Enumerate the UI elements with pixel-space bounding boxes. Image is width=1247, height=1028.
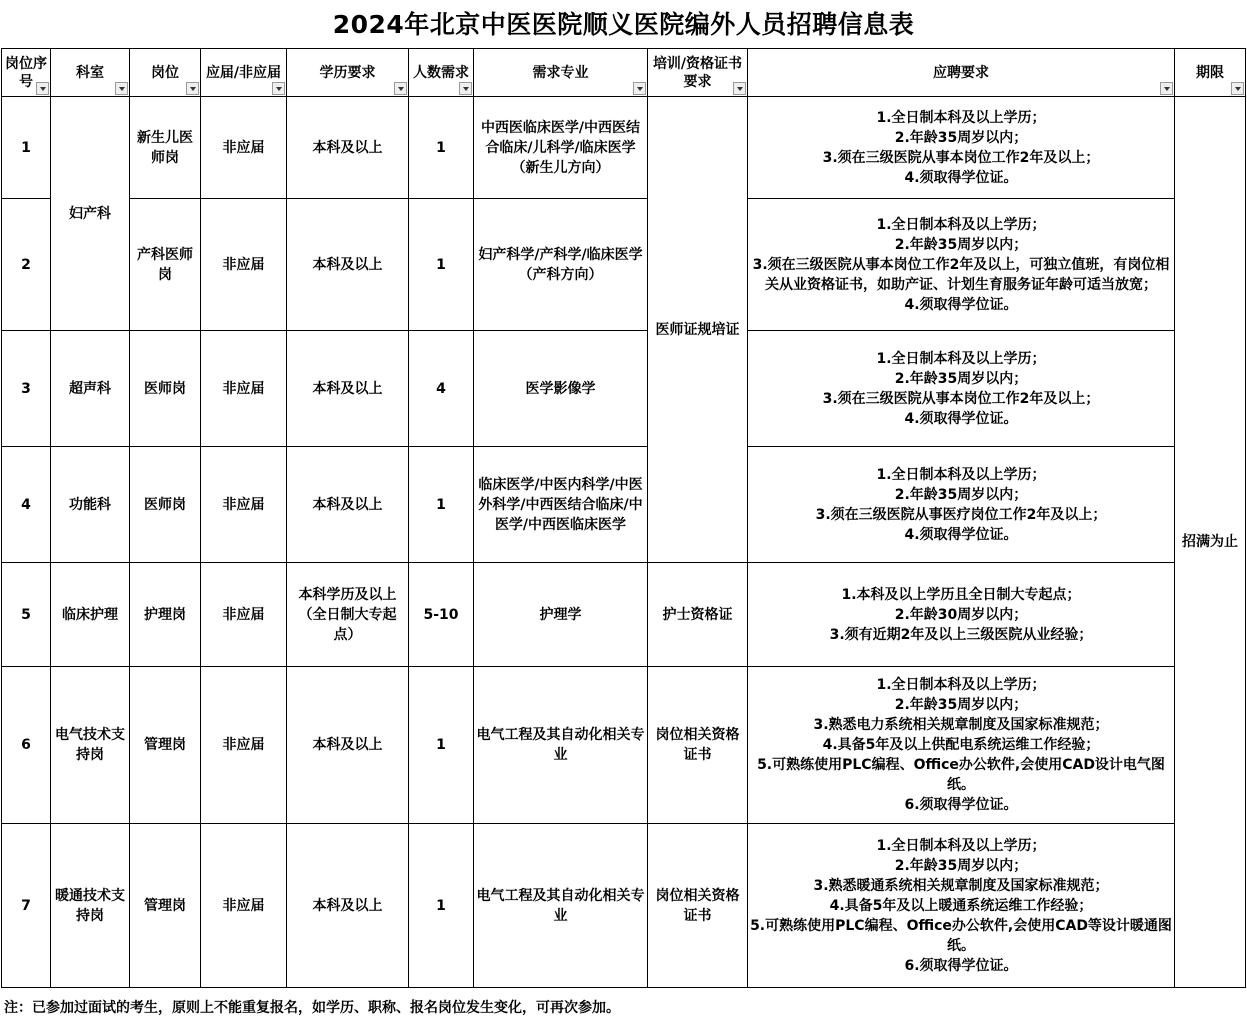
cell-edu: 本科及以上 [287, 447, 409, 563]
requirement-line: 3.须在三级医院从事本岗位工作2年及以上； [822, 149, 1100, 166]
filter-dropdown-icon[interactable] [459, 82, 472, 95]
requirement-line: 4.须取得学位证。 [904, 526, 1018, 543]
cell-dept: 妇产科 [51, 97, 130, 331]
cell-post: 新生儿医师岗 [130, 97, 201, 199]
cell-dept: 临床护理 [51, 563, 130, 667]
requirement-line: 1.全日制本科及以上学历； [876, 677, 1046, 693]
cell-grad: 非应届 [201, 199, 287, 331]
cell-no: 2 [2, 199, 51, 331]
table-row [2, 667, 1246, 824]
cell-requirements [748, 667, 1175, 824]
cell-edu: 本科及以上 [287, 199, 409, 331]
requirement-line: 2.年龄35周岁以内； [894, 697, 1028, 713]
filter-dropdown-icon[interactable] [633, 82, 646, 95]
header-label: 应聘要求 [933, 64, 989, 81]
cell-count: 1 [409, 447, 474, 563]
filter-dropdown-icon[interactable] [394, 82, 407, 95]
cell-grad: 非应届 [201, 667, 287, 824]
header-cell-req [748, 49, 1175, 97]
table-row [2, 199, 1246, 331]
header-label: 需求专业 [532, 64, 589, 81]
cell-edu: 本科及以上 [287, 667, 409, 824]
cell-grad: 非应届 [201, 447, 287, 563]
cell-no: 3 [2, 331, 51, 447]
cell-dept: 超声科 [51, 331, 130, 447]
cell-major: 电气工程及其自动化相关专业 [474, 667, 648, 824]
requirement-line: 1.全日制本科及以上学历； [876, 350, 1046, 367]
cell-requirements [748, 331, 1175, 447]
header-label: 期限 [1196, 64, 1224, 81]
requirement-line: 4.具备5年及以上暖通系统运维工作经验； [829, 897, 1093, 914]
cell-requirements [748, 199, 1175, 331]
header-cell-edu [287, 49, 409, 97]
requirement-line: 4.须取得学位证。 [904, 169, 1018, 186]
header-label: 岗位序号 [5, 55, 47, 90]
cell-edu: 本科学历及以上（全日制大专起点） [287, 563, 409, 667]
cell-requirements [748, 447, 1175, 563]
cell-post: 产科医师岗 [130, 199, 201, 331]
requirement-line: 3.须在三级医院从事本岗位工作2年及以上，可独立值班，有岗位相关从业资格证书，如助产证、计划生育服务证年龄可适当放宽； [752, 256, 1170, 293]
cell-count: 1 [409, 199, 474, 331]
requirement-line: 5.可熟练使用PLC编程、Office办公软件,会使用CAD设计电气图纸。 [757, 757, 1165, 793]
requirement-line: 2.年龄35周岁以内； [894, 370, 1028, 387]
cell-cert: 医师证规培证 [648, 97, 748, 563]
requirement-line: 3.须有近期2年及以上三级医院从业经验； [829, 626, 1093, 643]
table-row [2, 331, 1246, 447]
requirement-line: 6.须取得学位证。 [904, 797, 1018, 813]
requirement-line: 2.年龄30周岁以内； [894, 606, 1028, 623]
requirement-line: 3.须在三级医院从事本岗位工作2年及以上； [822, 390, 1100, 407]
cell-major: 中西医临床医学/中西医结合临床/儿科学/临床医学（新生儿方向） [474, 97, 648, 199]
requirement-line: 4.具备5年及以上供配电系统运维工作经验； [822, 737, 1100, 753]
requirement-line: 3.熟悉电力系统相关规章制度及国家标准规范； [813, 717, 1109, 733]
requirement-line: 1.全日制本科及以上学历； [876, 109, 1046, 126]
cell-count: 1 [409, 97, 474, 199]
filter-dropdown-icon[interactable] [36, 82, 49, 95]
header-cell-post [130, 49, 201, 97]
cell-no: 1 [2, 97, 51, 199]
cell-cert: 岗位相关资格证书 [648, 667, 748, 824]
header-label: 应届/非应届 [205, 64, 282, 81]
cell-post: 管理岗 [130, 667, 201, 824]
cell-major: 妇产科学/产科学/临床医学（产科方向） [474, 199, 648, 331]
requirement-line: 5.可熟练使用PLC编程、Office办公软件,会使用CAD等设计暖通图纸。 [750, 917, 1172, 954]
cell-dept: 功能科 [51, 447, 130, 563]
cell-post: 医师岗 [130, 447, 201, 563]
cell-requirements [748, 824, 1175, 988]
cell-edu: 本科及以上 [287, 824, 409, 988]
header-label: 岗位 [151, 64, 179, 81]
cell-dept: 暖通技术支持岗 [51, 824, 130, 988]
cell-major: 护理学 [474, 563, 648, 667]
cell-period: 招满为止 [1175, 97, 1246, 988]
cell-requirements [748, 563, 1175, 667]
cell-grad: 非应届 [201, 97, 287, 199]
cell-no: 6 [2, 667, 51, 824]
cell-cert: 护士资格证 [648, 563, 748, 667]
cell-no: 4 [2, 447, 51, 563]
cell-major: 临床医学/中医内科学/中医外科学/中西医结合临床/中医学/中西医临床医学 [474, 447, 648, 563]
requirement-line: 1.全日制本科及以上学历； [876, 466, 1046, 483]
filter-dropdown-icon[interactable] [1160, 82, 1173, 95]
header-row [2, 49, 1246, 97]
cell-count: 1 [409, 824, 474, 988]
requirement-line: 4.须取得学位证。 [904, 410, 1018, 427]
requirement-line: 1.本科及以上学历且全日制大专起点； [841, 586, 1081, 603]
requirement-line: 3.须在三级医院从事医疗岗位工作2年及以上； [815, 506, 1107, 523]
page-title: 2024年北京中医医院顺义医院编外人员招聘信息表 [332, 10, 915, 39]
header-cell-count [409, 49, 474, 97]
table-row [2, 447, 1246, 563]
cell-grad: 非应届 [201, 824, 287, 988]
header-cell-cert [648, 49, 748, 97]
table-row [2, 97, 1246, 199]
requirement-line: 1.全日制本科及以上学历； [876, 837, 1046, 854]
cell-edu: 本科及以上 [287, 331, 409, 447]
requirement-line: 3.熟悉暖通系统相关规章制度及国家标准规范； [813, 877, 1109, 894]
cell-post: 管理岗 [130, 824, 201, 988]
recruitment-table [1, 48, 1246, 988]
cell-major: 电气工程及其自动化相关专业 [474, 824, 648, 988]
header-cell-major [474, 49, 648, 97]
cell-no: 7 [2, 824, 51, 988]
header-cell-dept [51, 49, 130, 97]
cell-grad: 非应届 [201, 331, 287, 447]
requirement-line: 1.全日制本科及以上学历； [876, 216, 1046, 233]
requirement-line: 2.年龄35周岁以内； [894, 857, 1028, 874]
cell-grad: 非应届 [201, 563, 287, 667]
header-label: 学历要求 [319, 64, 376, 81]
cell-post: 医师岗 [130, 331, 201, 447]
requirement-line: 2.年龄35周岁以内； [894, 486, 1028, 503]
table-row [2, 563, 1246, 667]
filter-dropdown-icon[interactable] [115, 82, 128, 95]
cell-cert: 岗位相关资格证书 [648, 824, 748, 988]
cell-major: 医学影像学 [474, 331, 648, 447]
cell-no: 5 [2, 563, 51, 667]
header-cell-no [2, 49, 51, 97]
cell-count: 1 [409, 667, 474, 824]
requirement-line: 6.须取得学位证。 [904, 957, 1018, 974]
header-cell-period [1175, 49, 1246, 97]
filter-dropdown-icon[interactable] [272, 82, 285, 95]
requirement-line: 4.须取得学位证。 [904, 296, 1018, 313]
requirement-line: 2.年龄35周岁以内； [894, 236, 1028, 253]
cell-count: 5-10 [409, 563, 474, 667]
cell-edu: 本科及以上 [287, 97, 409, 199]
header-label: 科室 [76, 64, 104, 81]
filter-dropdown-icon[interactable] [733, 82, 746, 95]
header-cell-grad [201, 49, 287, 97]
cell-count: 4 [409, 331, 474, 447]
requirement-line: 2.年龄35周岁以内； [894, 129, 1028, 146]
header-label: 培训/资格证书要求 [652, 55, 743, 90]
header-label: 人数需求 [413, 64, 469, 81]
filter-dropdown-icon[interactable] [1231, 82, 1244, 95]
filter-dropdown-icon[interactable] [186, 82, 199, 95]
cell-dept: 电气技术支持岗 [51, 667, 130, 824]
cell-post: 护理岗 [130, 563, 201, 667]
cell-requirements [748, 97, 1175, 199]
table-row [2, 824, 1246, 988]
footnote: 注：已参加过面试的考生，原则上不能重复报名，如学历、职称、报名岗位发生变化，可再次参加。 [4, 1000, 620, 1016]
